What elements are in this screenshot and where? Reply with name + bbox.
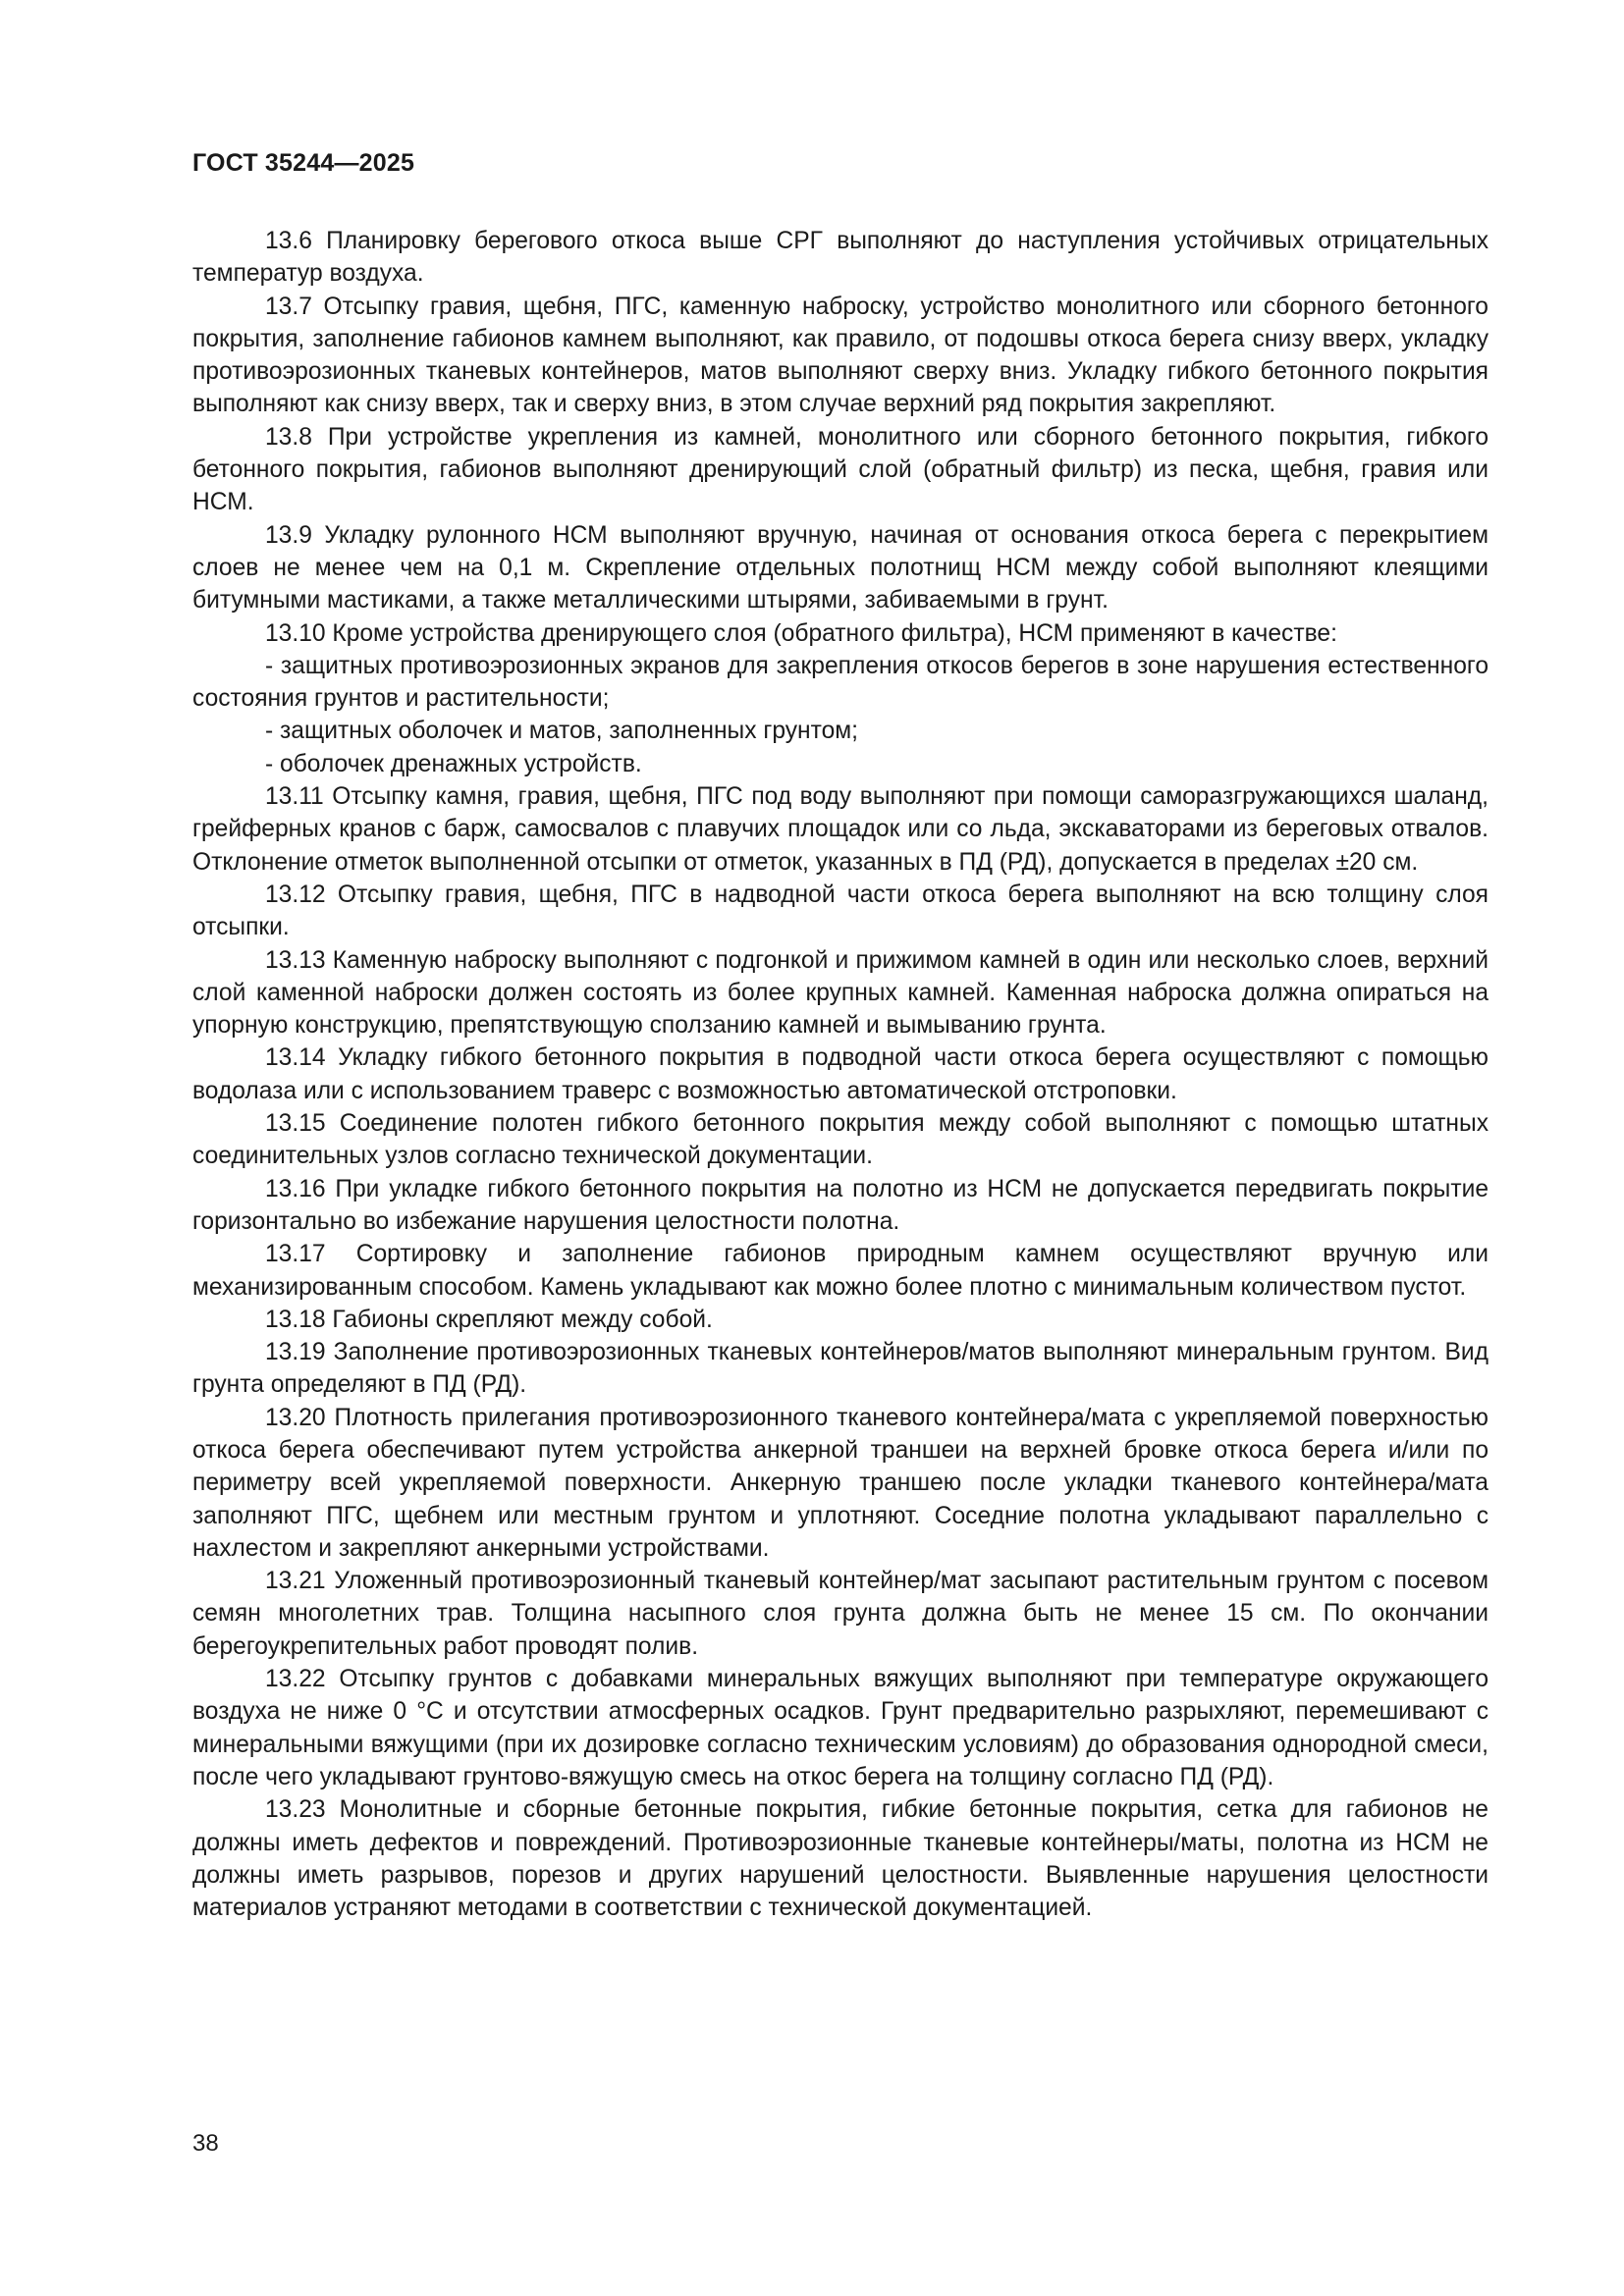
clause-13-14: 13.14 Укладку гибкого бетонного покрытия в подводной части откоса берега осуществляют с помощью водолаза или с использованием траверс с возможностью автоматической отстроповки.	[192, 1044, 1489, 1104]
page-number: 38	[192, 2130, 219, 2157]
clause-13-23: 13.23 Монолитные и сборные бетонные покрытия, гибкие бетонные покрытия, сетка для габионов не должны иметь дефектов и повреждений. Противоэрозионные тканевые контейнеры/маты, полотна из НСМ не должны иметь разрывов, порезов и других нарушений целостности. Выявленные нарушения целостности материалов устраняют методами в соответствии с технической документацией.	[192, 1796, 1489, 1922]
clause-13-10: 13.10 Кроме устройства дренирующего слоя (обратного фильтра), НСМ применяют в качестве:	[265, 619, 1337, 647]
list-item: - защитных оболочек и матов, заполненных грунтом;	[265, 718, 859, 745]
clause-13-12: 13.12 Отсыпку гравия, щебня, ПГС в надводной части откоса берега выполняют на всю толщину слоя отсыпки.	[192, 881, 1489, 941]
clause-13-18: 13.18 Габионы скрепляют между собой.	[265, 1306, 713, 1333]
clause-13-21: 13.21 Уложенный противоэрозионный тканевый контейнер/мат засыпают растительным грунтом с посевом семян многолетних трав. Толщина насыпного слоя грунта должна быть не менее 15 см. По окончании берегоукрепительных работ проводят полив.	[192, 1568, 1489, 1660]
clause-13-13: 13.13 Каменную наброску выполняют с подгонкой и прижимом камней в один или несколько слоев, верхний слой каменной наброски должен состоять из более крупных камней. Каменная наброска должна опираться на упорную конструкцию, препятствующую сползанию камней и вымыванию грунта.	[192, 946, 1489, 1040]
clause-13-22: 13.22 Отсыпку грунтов с добавками минеральных вяжущих выполняют при температуре окружающего воздуха не ниже 0 °С и отсутствии атмосферных осадков. Грунт предварительно разрыхляют, перемешивают с минеральными вяжущими (при их дозировке согласно техническим условиям) до образования однородной смеси, после чего укладывают грунтово-вяжущую смесь на откос берега на толщину согласно ПД (РД).	[192, 1666, 1489, 1790]
clause-13-6: 13.6 Планировку берегового откоса выше СРГ выполняют до наступления устойчивых отрицательных температур воздуха.	[192, 228, 1489, 288]
section-13-text	[192, 225, 1489, 1924]
clause-13-8: 13.8 При устройстве укрепления из камней, монолитного или сборного бетонного покрытия, гибкого бетонного покрытия, габионов выполняют дренирующий слой (обратный фильтр) из песка, щебня, гравия или НСМ.	[192, 423, 1489, 516]
clause-13-17: 13.17 Сортировку и заполнение габионов природным камнем осуществляют вручную или механизированным способом. Камень укладывают как можно более плотно с минимальным количеством пустот.	[192, 1241, 1489, 1301]
clause-13-19: 13.19 Заполнение противоэрозионных тканевых контейнеров/матов выполняют минеральным грунтом. Вид грунта определяют в ПД (РД).	[192, 1339, 1489, 1399]
clause-13-11: 13.11 Отсыпку камня, гравия, щебня, ПГС под воду выполняют при помощи саморазгружающихся шаланд, грейферных кранов с барж, самосвалов с плавучих площадок или со льда, экскаваторами из береговых отвалов. Отклонение отметок выполненной отсыпки от отметок, указанных в ПД (РД), допускается в пределах ±20 см.	[192, 783, 1489, 876]
clause-13-20: 13.20 Плотность прилегания противоэрозионного тканевого контейнера/мата с укрепляемой поверхностью откоса берега обеспечивают путем устройства анкерной траншеи на верхней бровке откоса берега и/или по периметру всей укрепляемой поверхности. Анкерную траншею после укладки тканевого контейнера/мата заполняют ПГС, щебнем или местным грунтом и уплотняют. Соседние полотна укладывают параллельно с нахлестом и закрепляют анкерными устройствами.	[192, 1404, 1489, 1562]
clause-13-15: 13.15 Соединение полотен гибкого бетонного покрытия между собой выполняют с помощью штатных соединительных узлов согласно технической документации.	[192, 1110, 1489, 1170]
list-item: - защитных противоэрозионных экранов для закрепления откосов берегов в зоне нарушения естественного состояния грунтов и растительности;	[192, 652, 1489, 713]
clause-13-7: 13.7 Отсыпку гравия, щебня, ПГС, каменную наброску, устройство монолитного или сборного бетонного покрытия, заполнение габионов камнем выполняют, как правило, от подошвы откоса берега снизу вверх, укладку противоэрозионных тканевых контейнеров, матов выполняют сверху вниз. Укладку гибкого бетонного покрытия выполняют как снизу вверх, так и сверху вниз, в этом случае верхний ряд покрытия закрепляют.	[192, 293, 1489, 418]
standard-header: ГОСТ 35244—2025	[192, 149, 415, 177]
clause-13-16: 13.16 При укладке гибкого бетонного покрытия на полотно из НСМ не допускается передвигать покрытие горизонтально во избежание нарушения целостности полотна.	[192, 1175, 1489, 1235]
list-item: - оболочек дренажных устройств.	[265, 750, 642, 777]
clause-13-9: 13.9 Укладку рулонного НСМ выполняют вручную, начиная от основания откоса берега с перекрытием слоев не менее чем на 0,1 м. Скрепление отдельных полотнищ НСМ между собой выполняют клеящими битумными мастиками, а также металлическими штырями, забиваемыми в грунт.	[192, 521, 1489, 614]
